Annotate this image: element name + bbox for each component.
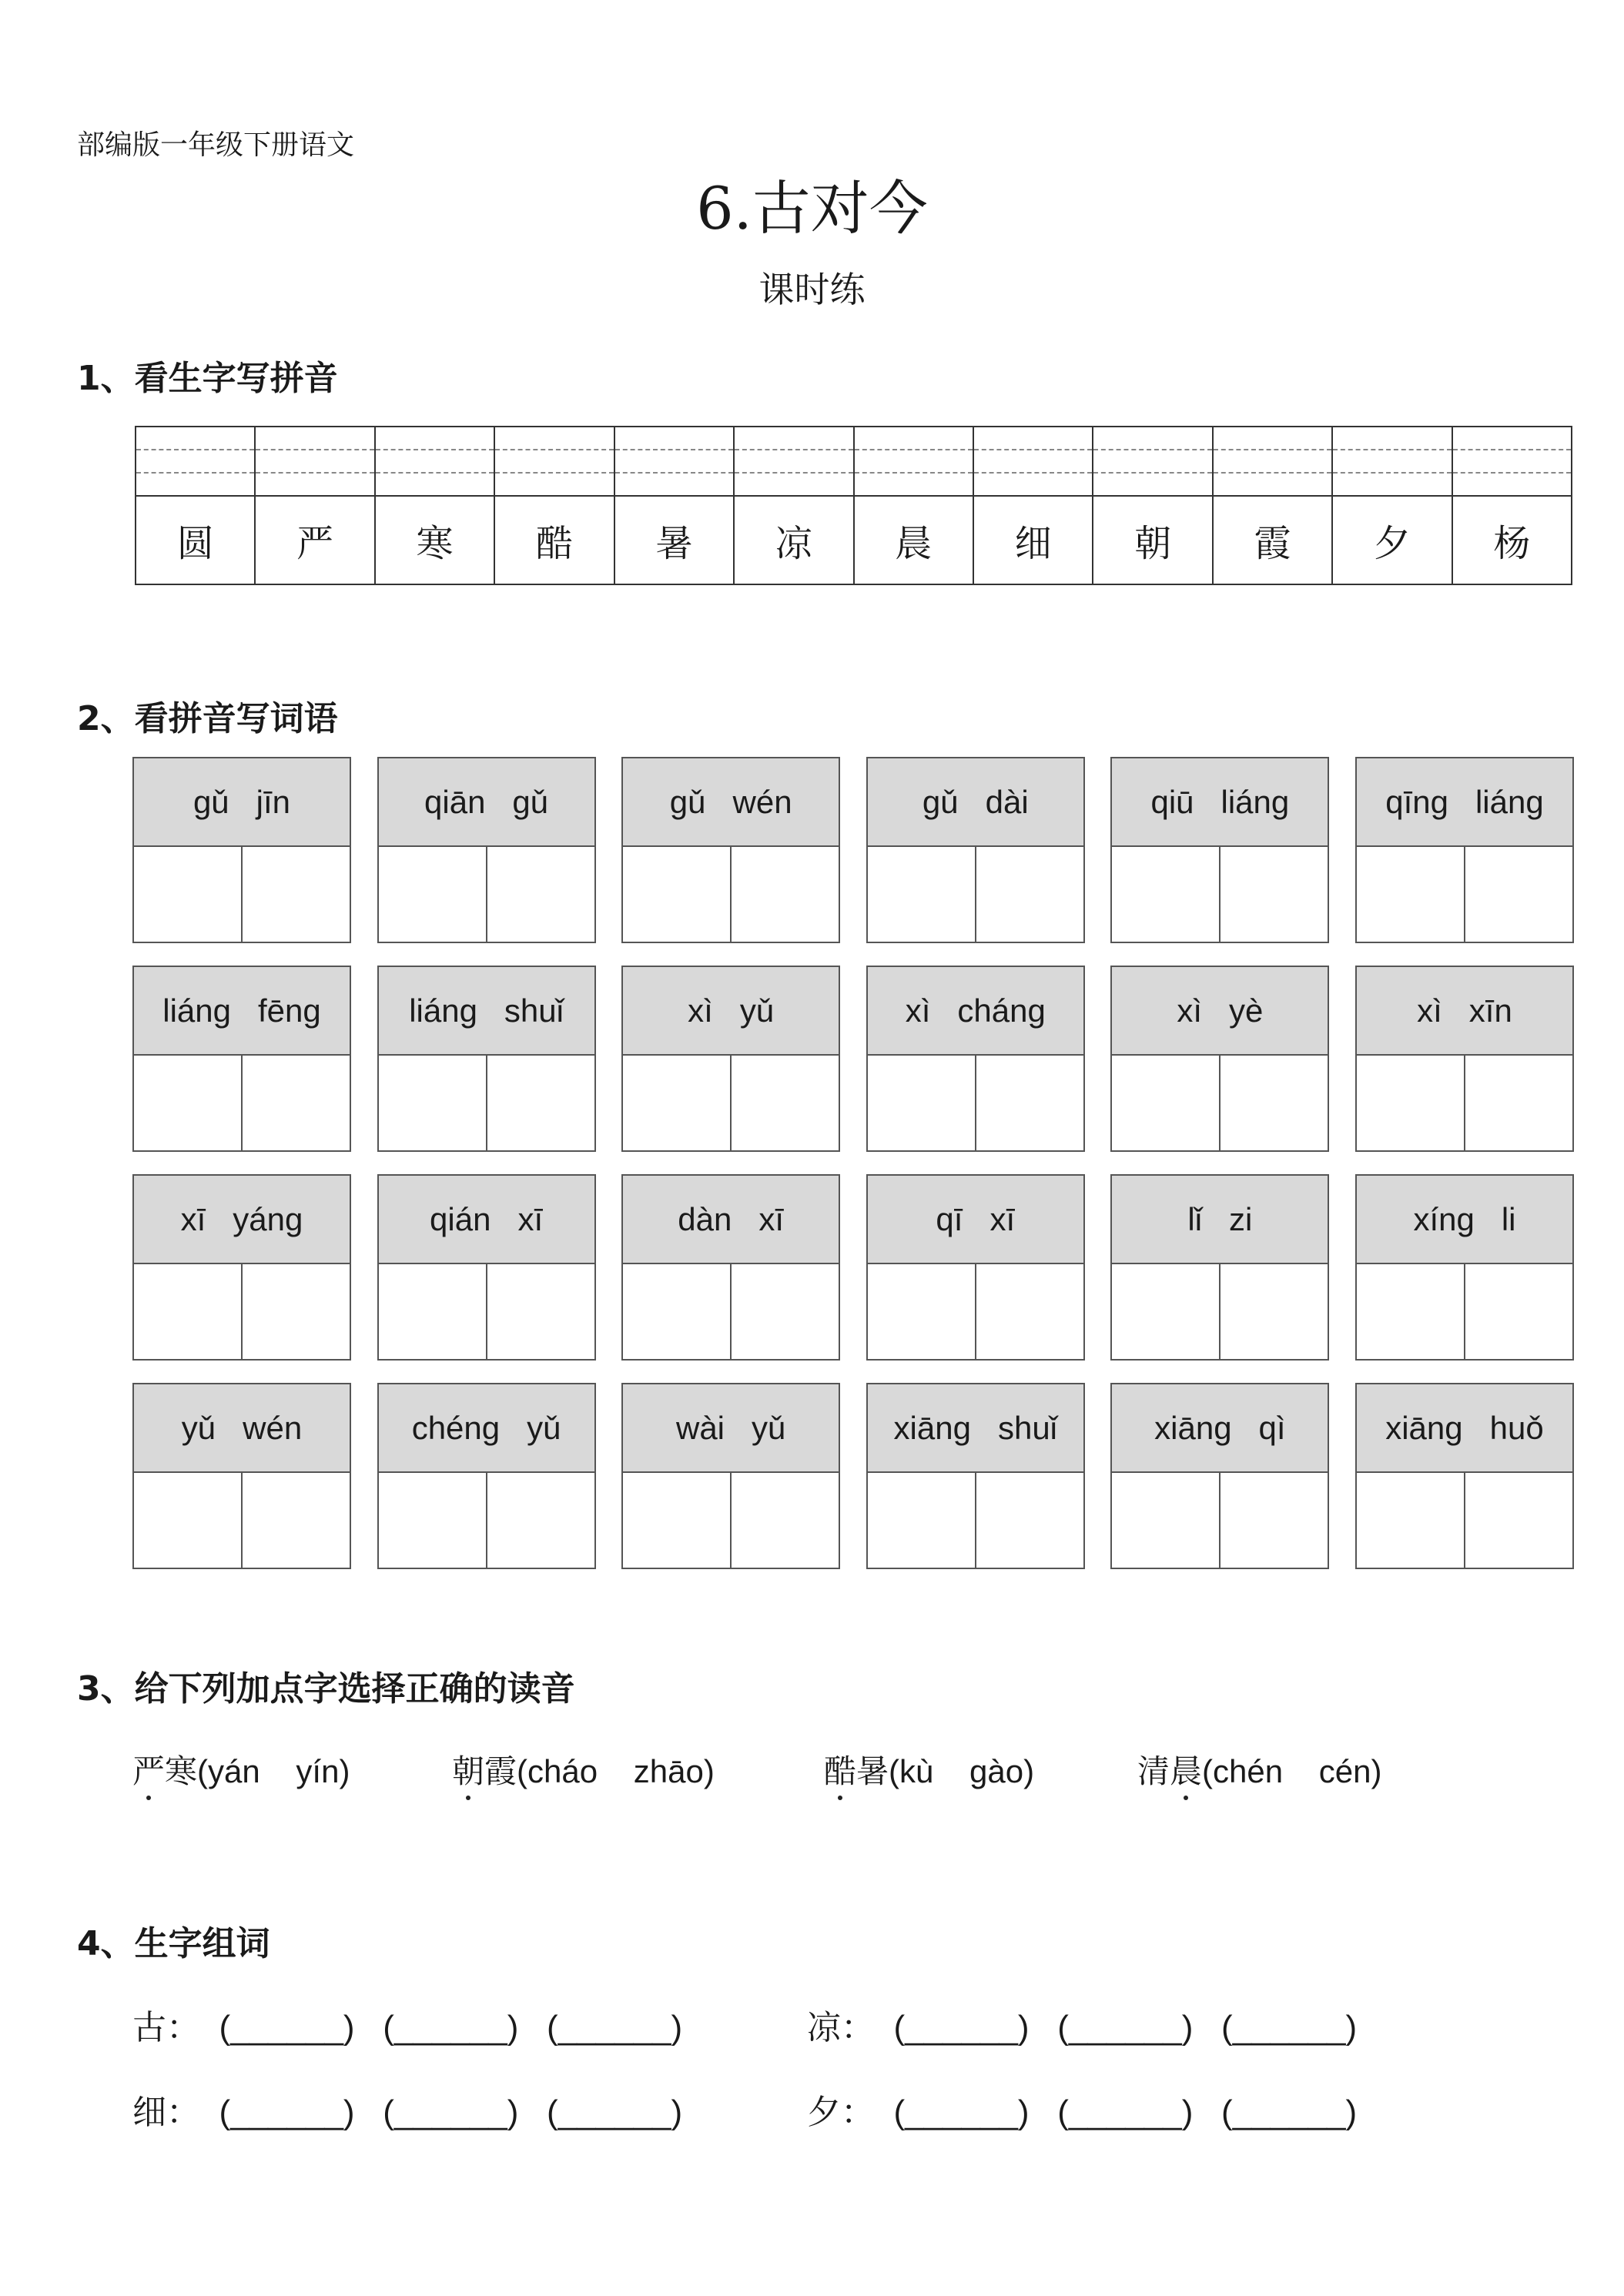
- pinyin-label: xíng li: [1357, 1176, 1572, 1264]
- book-label: 部编版一年级下册语文: [77, 129, 355, 161]
- word-row: [132, 1383, 1574, 1569]
- answer-boxes: [379, 1056, 594, 1150]
- word-group-row[interactable]: 夕： (______) (______) (______): [807, 2094, 1358, 2131]
- word-card: [377, 757, 596, 943]
- answer-box[interactable]: [379, 1264, 487, 1359]
- choice-rest: 寒: [165, 1753, 198, 1789]
- word-card: [866, 1174, 1085, 1361]
- hanzi-char: 杨: [1493, 522, 1531, 565]
- choice-pre: 清: [1137, 1753, 1170, 1789]
- answer-boxes: [1357, 1264, 1572, 1359]
- answer-box[interactable]: [487, 1473, 594, 1568]
- pinyin-cell[interactable]: [495, 427, 614, 584]
- answer-boxes: [868, 847, 1083, 942]
- dotted-char: 晨: [1170, 1746, 1202, 1792]
- answer-boxes: [134, 847, 350, 942]
- choice-item: [452, 1746, 824, 1792]
- guide-line: [974, 449, 1092, 450]
- guide-line: [855, 449, 973, 450]
- pinyin-label: gǔ dài: [868, 758, 1083, 847]
- answer-box[interactable]: [1221, 1473, 1328, 1568]
- answer-box[interactable]: [1465, 847, 1572, 942]
- pinyin-label: chéng yǔ: [379, 1384, 594, 1473]
- answer-box[interactable]: [243, 1473, 350, 1568]
- pronunciation-choices: [132, 1746, 1596, 1792]
- answer-boxes: [1112, 847, 1328, 942]
- pinyin-label: liáng fēng: [134, 967, 350, 1056]
- word-row: [132, 966, 1574, 1152]
- answer-box[interactable]: [623, 1264, 732, 1359]
- guide-line: [615, 472, 733, 474]
- word-card: [1110, 757, 1329, 943]
- word-card: [621, 1383, 840, 1569]
- guide-line: [1333, 449, 1451, 450]
- word-row: [132, 1174, 1574, 1361]
- pinyin-cell[interactable]: [136, 427, 256, 584]
- guide-line: [1453, 472, 1571, 474]
- answer-box[interactable]: [487, 847, 594, 942]
- section-3-title: 3、给下列加点字选择正确的读音: [77, 1669, 575, 1709]
- guide-line: [256, 472, 373, 474]
- answer-box[interactable]: [379, 1473, 487, 1568]
- answer-box[interactable]: [379, 847, 487, 942]
- pinyin-label: xì xīn: [1357, 967, 1572, 1056]
- pinyin-label: qī xī: [868, 1176, 1083, 1264]
- dotted-char: 朝: [452, 1746, 484, 1792]
- word-card: [132, 757, 351, 943]
- pinyin-label: xì cháng: [868, 967, 1083, 1056]
- word-card: [621, 966, 840, 1152]
- choice-item: [1137, 1746, 1381, 1792]
- answer-box[interactable]: [1112, 847, 1221, 942]
- word-card: [1110, 1383, 1329, 1569]
- pinyin-label: qīng liáng: [1357, 758, 1572, 847]
- word-row: [132, 757, 1574, 943]
- answer-boxes: [868, 1264, 1083, 1359]
- guide-line: [855, 472, 973, 474]
- guide-line: [136, 472, 254, 474]
- word-card: [1355, 966, 1574, 1152]
- word-card: [377, 1383, 596, 1569]
- word-card: [1110, 966, 1329, 1152]
- answer-box[interactable]: [868, 1264, 976, 1359]
- pinyin-label: qiān gǔ: [379, 758, 594, 847]
- answer-box[interactable]: [379, 1056, 487, 1150]
- choice-rest: 霞: [484, 1753, 517, 1789]
- section-1-title: 1、看生字写拼音: [77, 359, 338, 398]
- pinyin-label: xì yè: [1112, 967, 1328, 1056]
- pinyin-cell[interactable]: [735, 427, 854, 584]
- guide-line: [1333, 472, 1451, 474]
- pinyin-cell[interactable]: [1333, 427, 1452, 584]
- answer-box[interactable]: [134, 847, 243, 942]
- pinyin-cell[interactable]: [1214, 427, 1333, 584]
- word-card: [132, 1174, 351, 1361]
- choice-options[interactable]: (chén cén): [1202, 1753, 1382, 1789]
- answer-boxes: [1112, 1264, 1328, 1359]
- pinyin-cell[interactable]: [974, 427, 1093, 584]
- pinyin-label: xì yǔ: [623, 967, 839, 1056]
- answer-box[interactable]: [1357, 847, 1465, 942]
- pinyin-label: xiāng qì: [1112, 1384, 1328, 1473]
- answer-boxes: [623, 1264, 839, 1359]
- hanzi-char: 寒: [416, 522, 454, 565]
- answer-box[interactable]: [1112, 1264, 1221, 1359]
- answer-boxes: [134, 1473, 350, 1568]
- word-card: [1355, 1383, 1574, 1569]
- pinyin-label: xiāng shuǐ: [868, 1384, 1083, 1473]
- answer-boxes: [1357, 1473, 1572, 1568]
- answer-boxes: [379, 1473, 594, 1568]
- answer-box[interactable]: [623, 1056, 732, 1150]
- answer-box[interactable]: [243, 1056, 350, 1150]
- word-card: [1355, 1174, 1574, 1361]
- word-card: [866, 1383, 1085, 1569]
- choice-options[interactable]: (cháo zhāo): [517, 1753, 715, 1789]
- answer-boxes: [868, 1056, 1083, 1150]
- word-card: [621, 1174, 840, 1361]
- pinyin-label: yǔ wén: [134, 1384, 350, 1473]
- word-card: [132, 1383, 351, 1569]
- answer-box[interactable]: [976, 1264, 1083, 1359]
- choice-item: [824, 1746, 1137, 1792]
- answer-box[interactable]: [1221, 1264, 1328, 1359]
- guide-line: [1093, 449, 1211, 450]
- answer-box[interactable]: [732, 1264, 839, 1359]
- answer-box[interactable]: [623, 1473, 732, 1568]
- pinyin-label: qián xī: [379, 1176, 594, 1264]
- answer-box[interactable]: [868, 1473, 976, 1568]
- answer-box[interactable]: [1465, 1056, 1572, 1150]
- answer-box[interactable]: [732, 1056, 839, 1150]
- choice-options[interactable]: (kù gào): [889, 1753, 1035, 1789]
- answer-box[interactable]: [732, 1473, 839, 1568]
- word-group-row[interactable]: 细： (______) (______) (______): [132, 2094, 683, 2131]
- guide-line: [136, 449, 254, 450]
- answer-box[interactable]: [1221, 1056, 1328, 1150]
- section-2-title: 2、看拼音写词语: [77, 699, 338, 738]
- answer-boxes: [1357, 847, 1572, 942]
- pinyin-label: wài yǔ: [623, 1384, 839, 1473]
- guide-line: [376, 472, 494, 474]
- hanzi-char: 霞: [1254, 522, 1291, 565]
- guide-line: [1453, 449, 1571, 450]
- answer-boxes: [134, 1264, 350, 1359]
- answer-box[interactable]: [243, 847, 350, 942]
- pinyin-label: dàn xī: [623, 1176, 839, 1264]
- answer-box[interactable]: [732, 847, 839, 942]
- pinyin-cell[interactable]: [855, 427, 974, 584]
- guide-line: [495, 472, 613, 474]
- pinyin-cell[interactable]: [1453, 427, 1571, 584]
- pinyin-label: xī yáng: [134, 1176, 350, 1264]
- hanzi-char: 细: [1014, 522, 1052, 565]
- word-card: [1355, 757, 1574, 943]
- hanzi-char: 凉: [775, 522, 812, 565]
- dotted-char: 严: [132, 1746, 165, 1792]
- guide-line: [615, 449, 733, 450]
- guide-line: [376, 449, 494, 450]
- answer-box[interactable]: [487, 1056, 594, 1150]
- page-title: 6.古对今: [696, 174, 928, 243]
- dotted-char: 酷: [824, 1746, 856, 1792]
- pinyin-label: qiū liáng: [1112, 758, 1328, 847]
- answer-boxes: [1112, 1056, 1328, 1150]
- word-card: [866, 757, 1085, 943]
- hanzi-char: 酷: [535, 522, 573, 565]
- pinyin-cell[interactable]: [1093, 427, 1213, 584]
- answer-box[interactable]: [976, 1473, 1083, 1568]
- answer-box[interactable]: [623, 847, 732, 942]
- answer-boxes: [379, 1264, 594, 1359]
- answer-box[interactable]: [1221, 847, 1328, 942]
- guide-line: [735, 449, 852, 450]
- word-group-row[interactable]: 凉： (______) (______) (______): [807, 2009, 1358, 2047]
- word-writing-grid: [132, 757, 1574, 1591]
- answer-boxes: [868, 1473, 1083, 1568]
- pinyin-label: gǔ jīn: [134, 758, 350, 847]
- pinyin-label: xiāng huǒ: [1357, 1384, 1572, 1473]
- word-card: [621, 757, 840, 943]
- answer-box[interactable]: [1465, 1473, 1572, 1568]
- answer-box[interactable]: [1357, 1473, 1465, 1568]
- choice-item: [132, 1746, 452, 1792]
- guide-line: [495, 449, 613, 450]
- answer-boxes: [623, 1473, 839, 1568]
- pinyin-label: liáng shuǐ: [379, 967, 594, 1056]
- answer-box[interactable]: [1357, 1056, 1465, 1150]
- word-card: [866, 966, 1085, 1152]
- word-card: [1110, 1174, 1329, 1361]
- guide-line: [256, 449, 373, 450]
- hanzi-char: 朝: [1134, 522, 1172, 565]
- answer-box[interactable]: [868, 847, 976, 942]
- pinyin-cell[interactable]: [256, 427, 375, 584]
- answer-boxes: [1357, 1056, 1572, 1150]
- answer-box[interactable]: [243, 1264, 350, 1359]
- guide-line: [1093, 472, 1211, 474]
- answer-box[interactable]: [1357, 1264, 1465, 1359]
- hanzi-char: 夕: [1373, 522, 1411, 565]
- pinyin-cell[interactable]: [376, 427, 495, 584]
- pinyin-label: lǐ zi: [1112, 1176, 1328, 1264]
- hanzi-char: 暑: [655, 522, 693, 565]
- answer-box[interactable]: [976, 847, 1083, 942]
- answer-box[interactable]: [134, 1473, 243, 1568]
- answer-box[interactable]: [134, 1264, 243, 1359]
- choice-options[interactable]: (yán yín): [197, 1753, 350, 1789]
- section-4-title: 4、生字组词: [77, 1924, 270, 1963]
- page-subtitle: 课时练: [758, 269, 866, 310]
- guide-line: [1214, 449, 1331, 450]
- word-card: [377, 966, 596, 1152]
- answer-box[interactable]: [134, 1056, 243, 1150]
- pinyin-label: gǔ wén: [623, 758, 839, 847]
- word-group-row[interactable]: 古： (______) (______) (______): [132, 2009, 683, 2047]
- hanzi-char: 圆: [176, 522, 214, 565]
- answer-boxes: [623, 847, 839, 942]
- guide-line: [735, 472, 852, 474]
- answer-box[interactable]: [976, 1056, 1083, 1150]
- answer-box[interactable]: [1112, 1056, 1221, 1150]
- answer-boxes: [134, 1056, 350, 1150]
- answer-box[interactable]: [1465, 1264, 1572, 1359]
- hanzi-char: 晨: [895, 522, 933, 565]
- answer-boxes: [623, 1056, 839, 1150]
- choice-rest: 暑: [856, 1753, 889, 1789]
- guide-line: [1214, 472, 1331, 474]
- pinyin-writing-grid: [135, 426, 1572, 585]
- answer-boxes: [1112, 1473, 1328, 1568]
- word-card: [132, 966, 351, 1152]
- hanzi-char: 严: [296, 522, 334, 565]
- answer-box[interactable]: [1112, 1473, 1221, 1568]
- answer-box[interactable]: [868, 1056, 976, 1150]
- pinyin-cell[interactable]: [615, 427, 735, 584]
- word-card: [377, 1174, 596, 1361]
- answer-box[interactable]: [487, 1264, 594, 1359]
- answer-boxes: [379, 847, 594, 942]
- guide-line: [974, 472, 1092, 474]
